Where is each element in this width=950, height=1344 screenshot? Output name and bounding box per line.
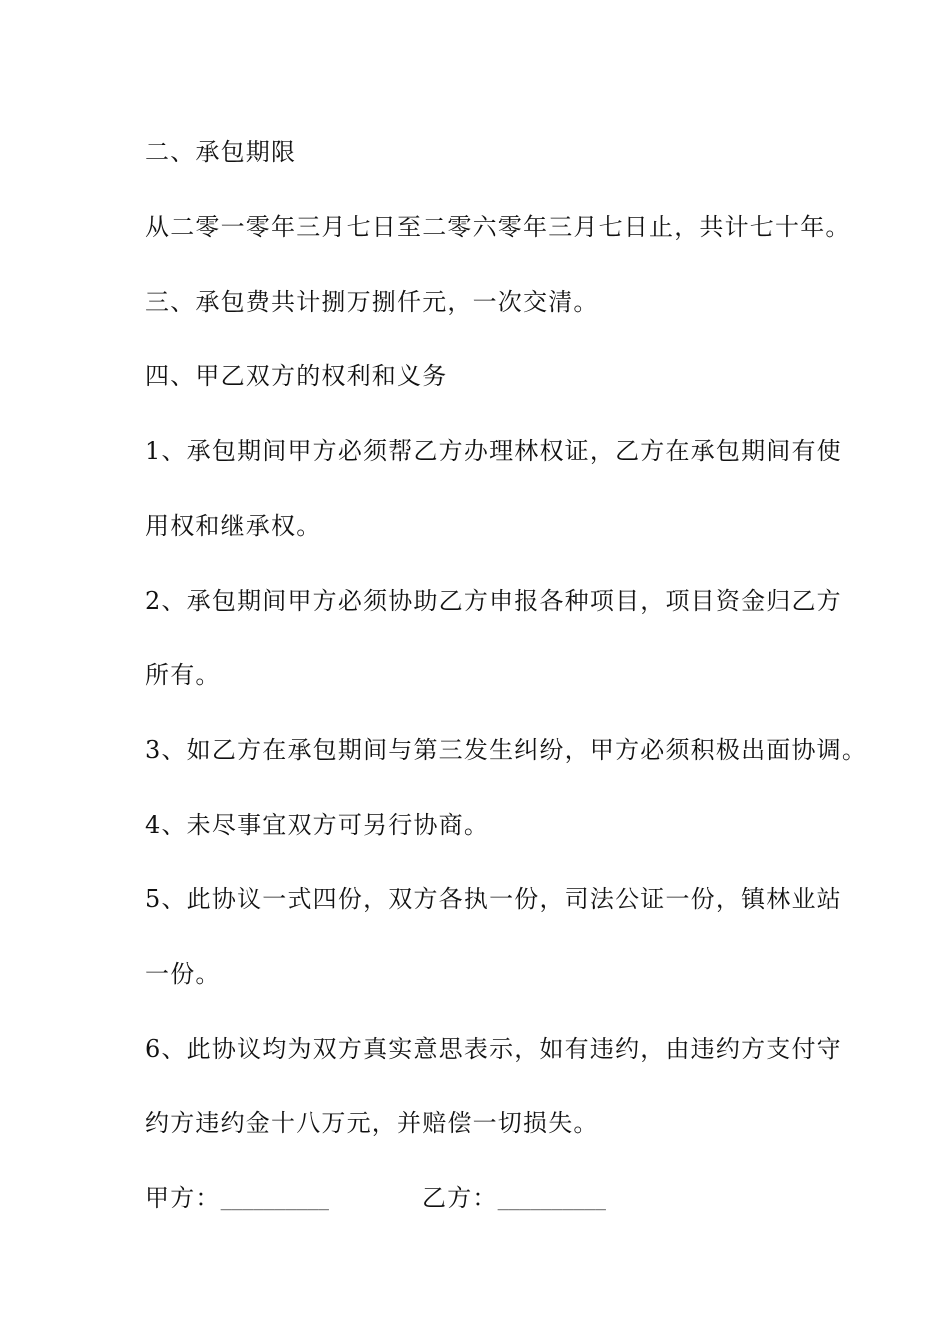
item-1-line-1: 1、承包期间甲方必须帮乙方办理林权证，乙方在承包期间有使 (145, 437, 842, 465)
section-4-title: 四、甲乙双方的权利和义务 (145, 362, 448, 390)
item-4-text: 4、未尽事宜双方可另行协商。 (145, 811, 490, 839)
party-a-label: 甲方： (145, 1184, 221, 1212)
party-b-label: 乙方： (422, 1184, 498, 1212)
item-6-line-1: 6、此协议均为双方真实意思表示，如有违约，由违约方支付守 (145, 1035, 842, 1063)
item-2-line-2: 所有。 (145, 661, 221, 689)
party-a-blank: __________ (220, 1190, 329, 1211)
item-5-line-1: 5、此协议一式四份，双方各执一份，司法公证一份，镇林业站 (145, 885, 842, 913)
signature-row (145, 1183, 606, 1216)
item-3-text: 3、如乙方在承包期间与第三发生纠纷，甲方必须积极出面协调。 (145, 736, 868, 764)
section-2-title: 二、承包期限 (145, 138, 297, 166)
item-5-line-2: 一份。 (145, 960, 221, 988)
item-2-line-1: 2、承包期间甲方必须协助乙方申报各种项目，项目资金归乙方 (145, 587, 842, 615)
party-b-signature (422, 1183, 606, 1216)
party-a-signature (145, 1183, 329, 1216)
section-3-text: 三、承包费共计捌万捌仟元，一次交清。 (145, 288, 599, 316)
item-1-line-2: 用权和继承权。 (145, 512, 322, 540)
party-b-blank: __________ (497, 1190, 606, 1211)
item-6-line-2: 约方违约金十八万元，并赔偿一切损失。 (145, 1109, 599, 1137)
section-2-text: 从二零一零年三月七日至二零六零年三月七日止，共计七十年。 (145, 213, 851, 241)
